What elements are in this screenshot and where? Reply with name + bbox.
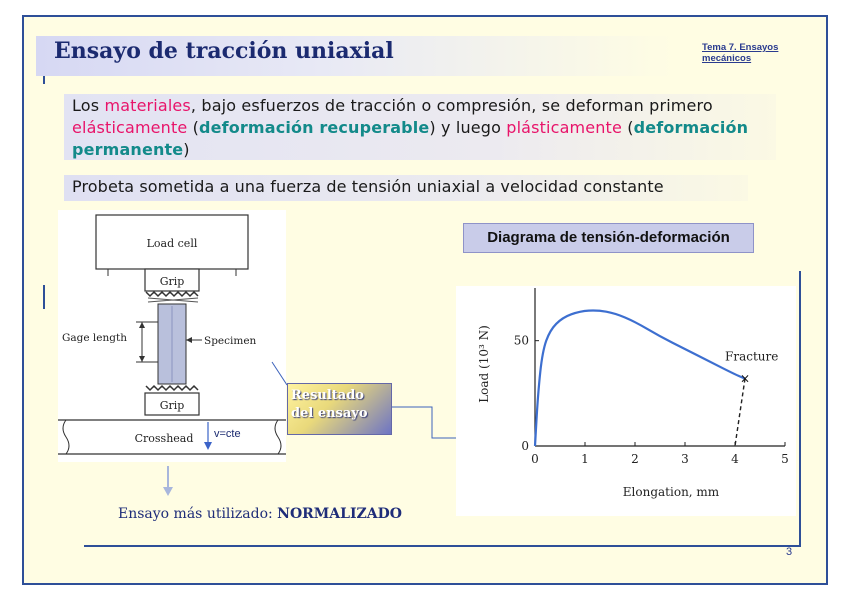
intro-part-5: ( — [621, 118, 634, 137]
recuperable-term: deformación recuperable — [199, 118, 430, 137]
topic-line-1: Tema 7. Ensayos — [702, 42, 779, 53]
x-tick-label: 2 — [631, 452, 639, 466]
load-elongation-chart — [456, 286, 796, 516]
result-line-1: Resultado — [291, 388, 364, 403]
footer-label: Ensayo más utilizado: — [118, 506, 273, 522]
crosshead-label: Crosshead — [134, 432, 194, 445]
chart-x-label: Elongation, mm — [622, 485, 720, 499]
permanente-term: deformación permanente — [72, 118, 749, 159]
slide-title: Ensayo de tracción uniaxial — [54, 38, 394, 64]
plasticamente-term: plásticamente — [506, 118, 622, 137]
grip-bottom-label: Grip — [159, 399, 185, 412]
footer-text — [118, 506, 402, 522]
x-tick-label: 5 — [781, 452, 789, 466]
x-tick-label: 4 — [731, 452, 739, 466]
fracture-marker-icon: × — [739, 371, 751, 386]
diagram-title: Diagrama de tensión-deformación — [463, 223, 754, 253]
intro-part-1: Los — [72, 96, 105, 115]
intro-part-3: ( — [187, 118, 200, 137]
connector-result-to-chart — [392, 407, 460, 438]
elasticamente-term: elásticamente — [72, 118, 188, 137]
fracture-annotation: Fracture — [725, 349, 779, 364]
x-tick-label: 0 — [531, 452, 539, 466]
specimen-label: Specimen — [204, 335, 257, 347]
load-cell-label: Load cell — [146, 237, 198, 250]
topic-line-2: mecánicos — [702, 53, 752, 64]
x-tick-label: 3 — [681, 452, 689, 466]
connector-machine-to-result — [272, 362, 287, 385]
intro-part-6: ) — [183, 140, 190, 159]
chart-unloading-line — [735, 379, 745, 446]
chart-series-line — [535, 311, 745, 446]
gage-length-label: Gage length — [62, 332, 127, 344]
velocity-label: v=cte — [214, 428, 241, 440]
y-tick-label: 50 — [513, 333, 529, 348]
result-text — [291, 387, 368, 423]
intro-part-4: ) y luego — [429, 118, 507, 137]
result-line-2: del ensayo — [291, 406, 368, 421]
subtitle-text: Probeta sometida a una fuerza de tensión uniaxial a velocidad constante — [72, 177, 664, 196]
intro-part-2: , bajo esfuerzos de tracción o compresión, se deforman primero — [190, 96, 713, 115]
chart-y-label: Load (10³ N) — [477, 325, 491, 403]
footer-value: NORMALIZADO — [277, 506, 402, 522]
y-tick-label: 0 — [521, 439, 529, 453]
materiales-term: materiales — [104, 96, 191, 115]
grip-top-label: Grip — [159, 275, 185, 288]
page-number: 3 — [786, 546, 793, 558]
x-tick-label: 1 — [581, 452, 589, 466]
down-arrow-icon — [163, 487, 173, 496]
